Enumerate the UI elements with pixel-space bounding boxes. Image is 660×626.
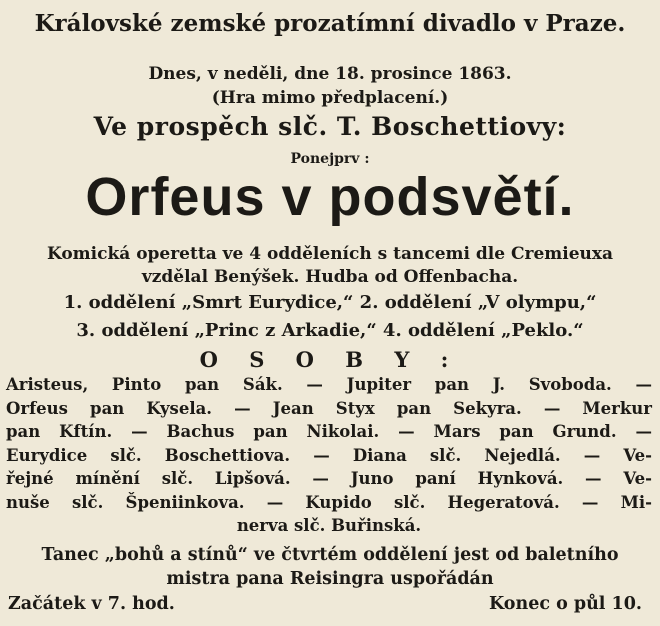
premiere-label: Ponejprv : bbox=[290, 151, 370, 167]
benefit-line: Ve prospěch slč. T. Boschettiovy: bbox=[93, 112, 567, 141]
description-line-2: vzdělal Benýšek. Hudba od Offenbacha. bbox=[141, 267, 519, 287]
performance-date: Dnes, v neděli, dne 18. prosince 1863. bbox=[148, 64, 512, 84]
cast-line: nuše slč. Špeniinkova. — Kupido slč. Hegeratová. — Mi- bbox=[6, 492, 652, 512]
cast-line: Aristeus, Pinto pan Sák. — Jupiter pan J. Svoboda. — bbox=[6, 375, 652, 394]
acts-line-1: 1. oddělení „Smrt Eurydice,“ 2. oddělení „V olympu,“ bbox=[63, 292, 597, 313]
dance-note-line-2: mistra pana Reisingra uspořádán bbox=[166, 569, 494, 589]
cast-list bbox=[6, 373, 652, 538]
cast-line: řejné mínění slč. Lipšová. — Juno paní Hynková. — Ve- bbox=[6, 469, 652, 488]
theatre-name: Královské zemské prozatímní divadlo v Praze. bbox=[34, 10, 626, 37]
subscription-note: (Hra mimo předplacení.) bbox=[211, 88, 449, 108]
dance-note-line-1: Tanec „bohů a stínů“ ve čtvrtém oddělení jest od baletního bbox=[41, 545, 619, 565]
play-title: Orfeus v podsvětí. bbox=[85, 167, 575, 227]
cast-line: Orfeus pan Kysela. — Jean Styx pan Sekyra. — Merkur bbox=[6, 398, 652, 418]
description-line-1: Komická operetta ve 4 odděleních s tancemi dle Cremieuxa bbox=[46, 244, 614, 264]
cast-line: Eurydice slč. Boschettiova. — Diana slč. Nejedlá. — Ve- bbox=[6, 445, 652, 465]
cast-line: pan Kftín. — Bachus pan Nikolai. — Mars pan Grund. — bbox=[6, 422, 652, 441]
cast-heading: O S O B Y : bbox=[199, 347, 461, 372]
start-time: Začátek v 7. hod. bbox=[8, 594, 175, 614]
cast-line: nerva slč. Buřinská. bbox=[236, 516, 422, 535]
end-time: Konec o půl 10. bbox=[488, 594, 642, 614]
acts-line-2: 3. oddělení „Princ z Arkadie,“ 4. oddělení „Peklo.“ bbox=[76, 320, 584, 341]
